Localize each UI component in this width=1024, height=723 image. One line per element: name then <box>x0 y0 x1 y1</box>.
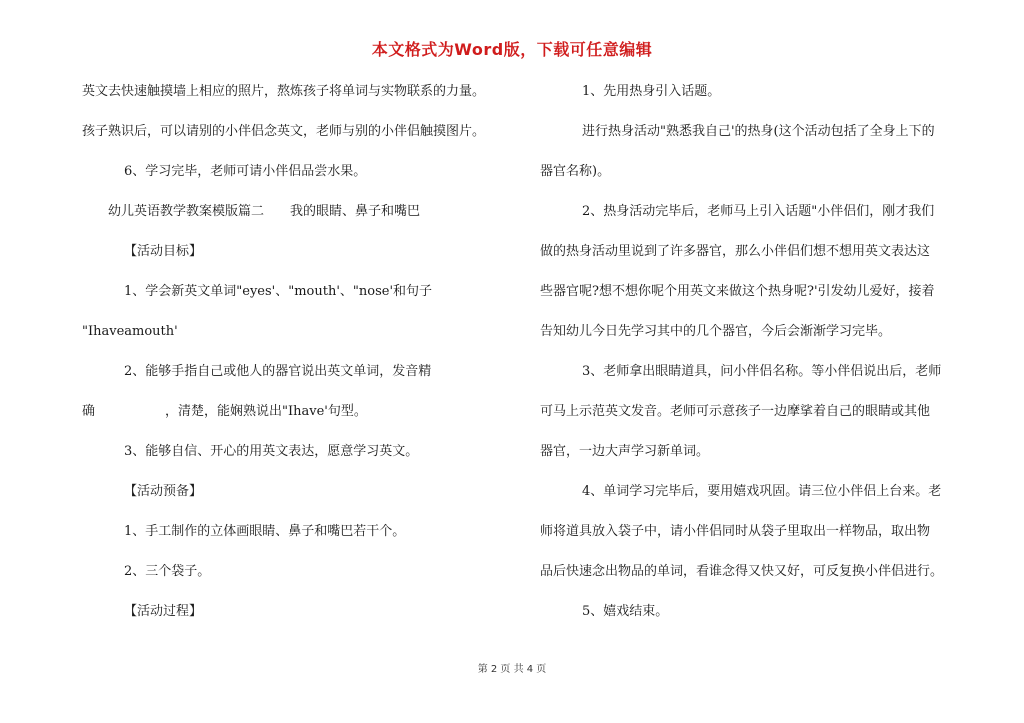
paragraph-line: 品后快速念出物品的单词，看谁念得又快又好，可反复换小伴侣进行。 <box>540 564 944 579</box>
paragraph-line: 3、能够自信、开心的用英文表达，愿意学习英文。 <box>124 444 419 459</box>
paragraph-line: "Ihaveamouth' <box>82 324 178 339</box>
paragraph-line: 4、单词学习完毕后，要用嬉戏巩固。请三位小伴侣上台来。老 <box>582 484 942 499</box>
paragraph-line: 2、能够手指自己或他人的器官说出英文单词，发音精 <box>124 364 432 379</box>
right-column <box>540 78 972 638</box>
text-fragment: ，清楚，能娴熟说出"Ihave'句型。 <box>165 404 367 419</box>
paragraph-line: 进行热身活动"熟悉我自己'的热身(这个活动包括了全身上下的 <box>582 124 935 139</box>
paragraph-line <box>82 398 522 438</box>
paragraph-line: 5、嬉戏结束。 <box>582 604 669 619</box>
page-number: 第 2 页 共 4 页 <box>477 664 547 675</box>
paragraph-line: 6、学习完毕，老师可请小伴侣品尝水果。 <box>124 164 367 179</box>
paragraph-line: 告知幼儿今日先学习其中的几个器官，今后会渐渐学习完毕。 <box>540 324 892 339</box>
paragraph-line: 英文去快速触摸墙上相应的照片，熬炼孩子将单词与实物联系的力量。 <box>82 84 486 99</box>
paragraph-line: 器官名称)。 <box>540 164 611 179</box>
paragraph-line: 1、学会新英文单词"eyes'、"mouth'、"nose'和句子 <box>124 284 433 299</box>
paragraph-line: 器官，一边大声学习新单词。 <box>540 444 710 459</box>
section-subtitle: 我的眼睛、鼻子和嘴巴 <box>290 204 421 219</box>
paragraph-line: 师将道具放入袋子中，请小伴侣同时从袋子里取出一样物品，取出物 <box>540 524 931 539</box>
section-title: 幼儿英语教学教案模版篇二 <box>108 204 265 219</box>
paragraph-line: 1、手工制作的立体画眼睛、鼻子和嘴巴若干个。 <box>124 524 406 539</box>
paragraph-line: 孩子熟识后，可以请别的小伴侣念英文，老师与别的小伴侣触摸图片。 <box>82 124 486 139</box>
paragraph-line: 做的热身活动里说到了许多器官，那么小伴侣们想不想用英文表达这 <box>540 244 931 259</box>
activity-prep-heading: 【活动预备】 <box>124 484 203 499</box>
text-fragment: 确 <box>82 404 96 419</box>
paragraph-line: 2、三个袋子。 <box>124 564 211 579</box>
left-column <box>82 78 522 638</box>
paragraph-line: 2、热身活动完毕后，老师马上引入话题"小伴侣们，刚才我们 <box>582 204 935 219</box>
paragraph-line: 3、老师拿出眼睛道具，问小伴侣名称。等小伴侣说出后，老师 <box>582 364 942 379</box>
paragraph-line: 1、先用热身引入话题。 <box>582 84 721 99</box>
section-heading <box>82 198 522 238</box>
activity-goal-heading: 【活动目标】 <box>124 244 203 259</box>
activity-process-heading: 【活动过程】 <box>124 604 203 619</box>
word-format-banner: 本文格式为Word版，下载可任意编辑 <box>371 40 653 59</box>
paragraph-line: 些器官呢?想不想你呢个用英文来做这个热身呢?'引发幼儿爱好，接着 <box>540 284 935 299</box>
paragraph-line: 可马上示范英文发音。老师可示意孩子一边摩挲着自己的眼睛或其他 <box>540 404 931 419</box>
